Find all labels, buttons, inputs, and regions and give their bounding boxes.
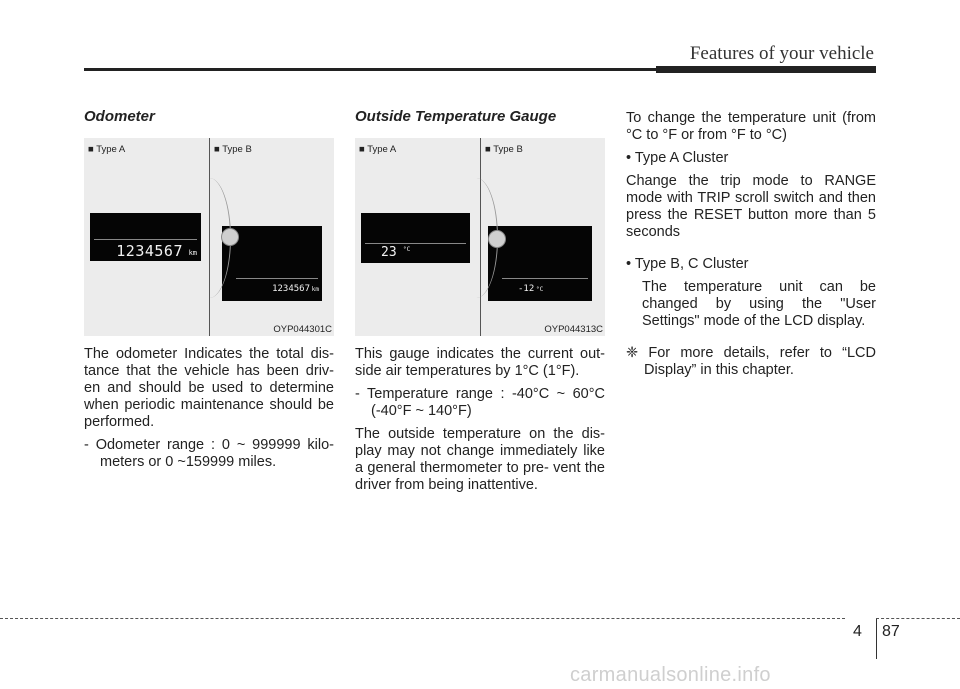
- gauge-needle-hub: [488, 230, 506, 248]
- odometer-figure: [84, 138, 334, 336]
- type-a-cluster-instructions: Change the trip mode to RANGE mode with TRIP scroll switch and then press the RESET button more than 5 seconds: [626, 173, 876, 240]
- temperature-unit-a: °C: [403, 246, 411, 253]
- page-number: 87: [882, 623, 900, 640]
- temperature-description: This gauge indicates the current out- side air temperatures by 1°C (1°F).: [355, 346, 605, 379]
- reference-note: ❈ For more details, refer to “LCD Display” in this chapter.: [626, 345, 876, 378]
- odometer-section: [84, 108, 334, 471]
- odometer-unit-b: km: [311, 286, 319, 293]
- watermark: carmanualsonline.info: [570, 664, 771, 686]
- chapter-number: 4: [853, 623, 862, 640]
- header-rule-accent: [656, 66, 876, 73]
- footer-rule: [876, 618, 960, 619]
- odometer-lcd-type-a: [90, 213, 201, 261]
- gauge-needle-hub: [221, 228, 239, 246]
- figure-code: OYP044301C: [273, 324, 332, 335]
- page-number-divider: [876, 619, 877, 659]
- odometer-unit-a: km: [188, 249, 197, 257]
- type-b-label: ■ Type B: [214, 144, 252, 155]
- odometer-heading: Odometer: [84, 108, 155, 125]
- temperature-note: The outside temperature on the dis- play may not change immediately like a general thermometer to pre- vent the driver from being inattentive.: [355, 426, 605, 493]
- header-rule: [84, 68, 656, 71]
- odometer-value-a: 1234567: [116, 242, 183, 260]
- type-bc-cluster-bullet: • Type B, C Cluster: [626, 256, 749, 272]
- type-a-label: ■ Type A: [359, 144, 397, 155]
- odometer-description: The odometer Indicates the total dis- tance that the vehicle has been driv- en and should be used to determine when periodic maintenance should be performed.: [84, 346, 334, 430]
- header-title: Features of your vehicle: [689, 43, 874, 64]
- unit-change-intro: To change the temperature unit (from °C to °F or from °F to °C): [626, 110, 876, 143]
- temperature-range: - Temperature range : -40°C ~ 60°C (-40°F ~ 140°F): [355, 386, 605, 419]
- temperature-heading: Outside Temperature Gauge: [355, 108, 557, 125]
- figure-code: OYP044313C: [544, 324, 603, 335]
- temperature-section: [355, 108, 605, 494]
- temperature-unit-b: °C: [536, 286, 544, 293]
- temperature-figure: [355, 138, 605, 336]
- temperature-lcd-type-a: [361, 213, 470, 263]
- type-a-cluster-bullet: • Type A Cluster: [626, 150, 729, 166]
- type-b-label: ■ Type B: [485, 144, 523, 155]
- unit-change-section: [626, 110, 876, 379]
- type-bc-cluster-instructions: The temperature unit can be changed by using the "User Settings" mode of the LCD display.: [642, 279, 876, 329]
- temperature-value-b: -12: [518, 284, 535, 294]
- temperature-value-a: 23: [381, 245, 397, 260]
- odometer-range: - Odometer range : 0 ~ 999999 kilo- meters or 0 ~159999 miles.: [84, 437, 334, 470]
- footer-rule: [0, 618, 845, 619]
- odometer-value-b: 1234567: [272, 284, 310, 294]
- type-a-label: ■ Type A: [88, 144, 126, 155]
